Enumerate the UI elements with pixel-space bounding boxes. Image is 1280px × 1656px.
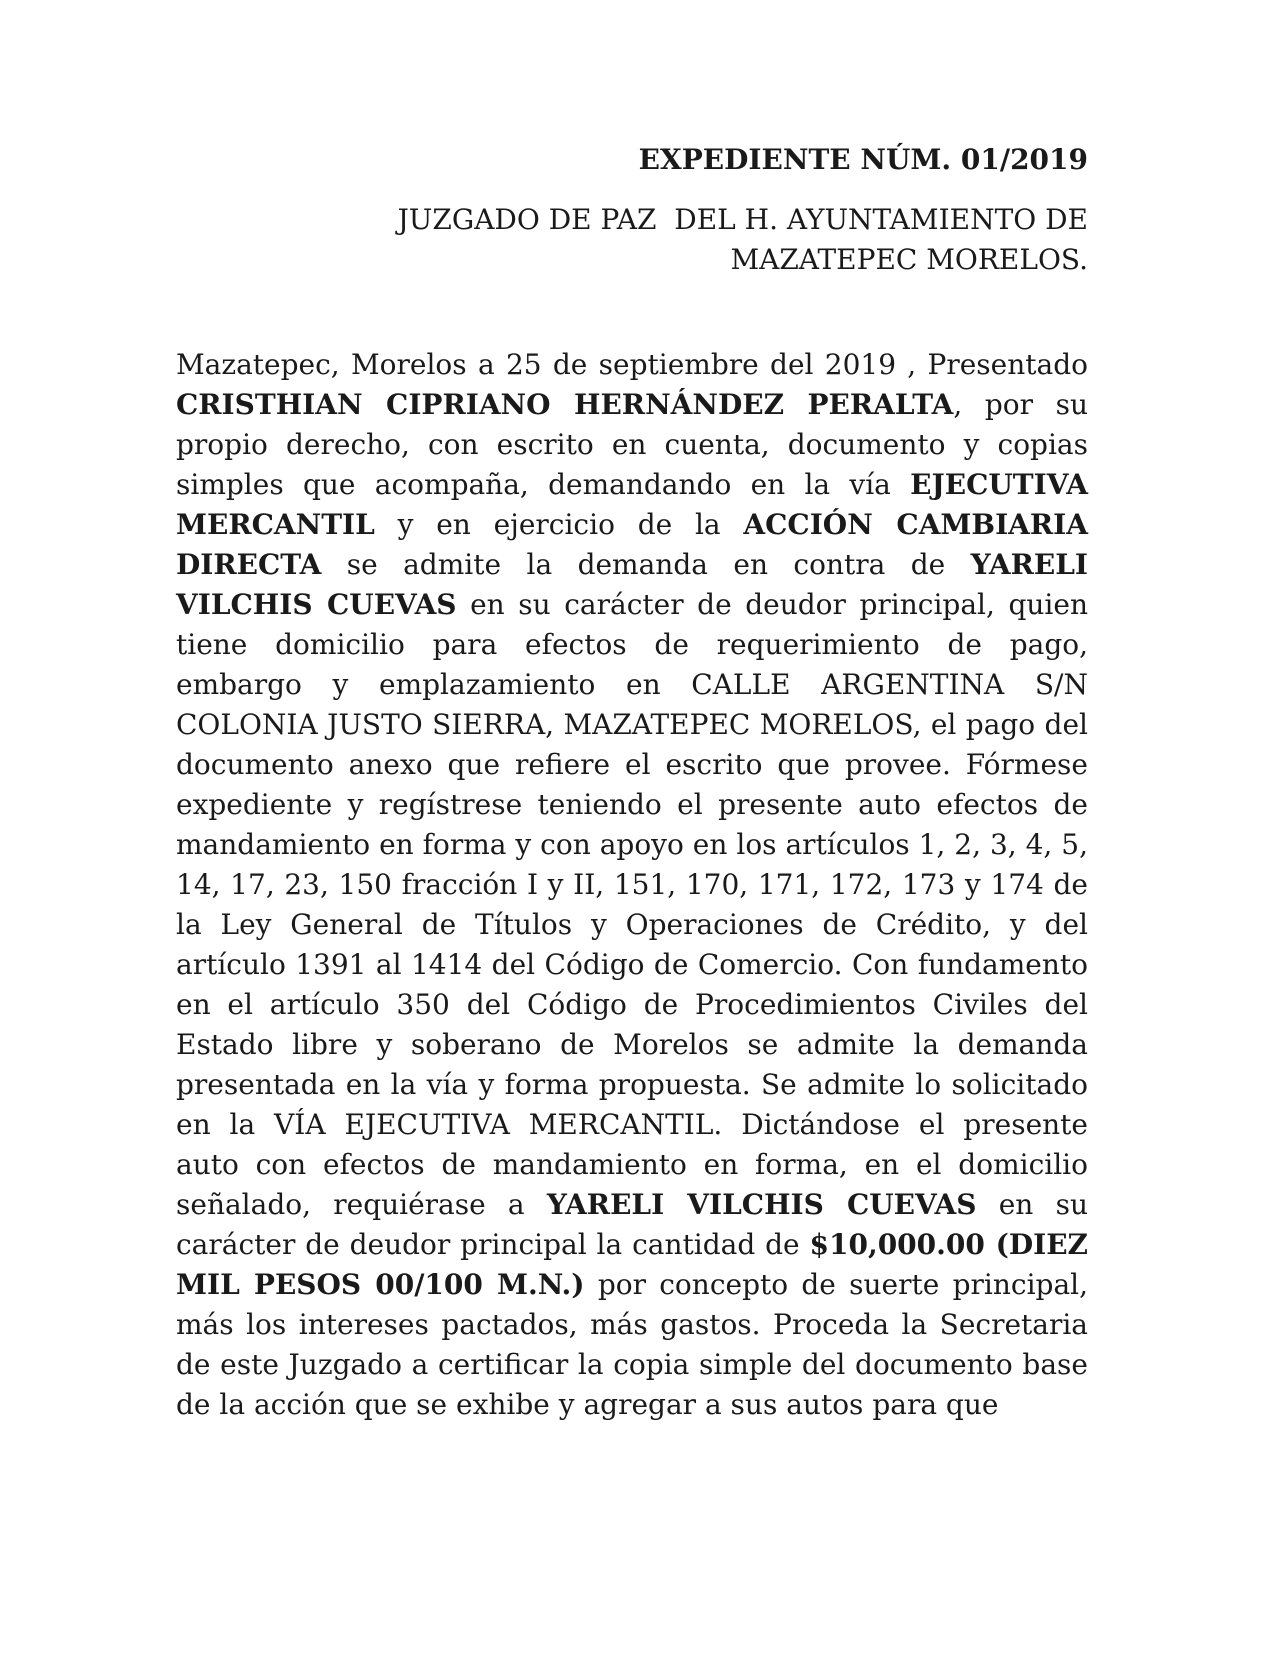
court-name [328,200,1088,280]
document-header [328,140,1088,280]
body-text-segment: , por su propio derecho, con escrito en cuenta, documento y copias simples que acompaña, demandando en la vía [176,388,1088,501]
court-name-line-2: MAZATEPEC MORELOS. [730,243,1088,276]
body-text-segment: Mazatepec, Morelos a 25 de septiembre del 2019 , Presentado [176,348,1088,381]
defendant-name: YARELI VILCHIS CUEVAS [176,548,1088,621]
claimed-amount: $10,000.00 (DIEZ MIL PESOS 00/100 M.N.) [176,1228,1088,1301]
body-text-segment: en su carácter de deudor principal la cantidad de [176,1188,1088,1261]
procedure-type: EJECUTIVA MERCANTIL [176,468,1088,541]
case-number: EXPEDIENTE NÚM. 01/2019 [638,143,1088,176]
defendant-name-repeat: YARELI VILCHIS CUEVAS [546,1188,977,1221]
body-text-segment: se admite la demanda en contra de [321,548,971,581]
body-text-segment: y en ejercicio de la [374,508,744,541]
court-name-line-1: JUZGADO DE PAZ DEL H. AYUNTAMIENTO DE [397,203,1088,236]
body-text-segment: en su carácter de deudor principal, quien tiene domicilio para efectos de requerimiento de pago, embargo y emplazamiento en CALLE ARGENTINA S/N COLONIA JUSTO SIERRA, MAZATEPEC MORELOS, el pago del documento anexo que refiere el escrito que provee. Fórmese expediente y regístrese teniendo el presente auto efectos de mandamiento en forma y con apoyo en los artículos 1, 2, 3, 4, 5, 14, 17, 23, 150 fracción I y II, 151, 170, 171, 172, 173 y 174 de la Ley General de Títulos y Operaciones de Crédito, y del artículo 1391 al 1414 del Código de Comercio. Con fundamento en el artículo 350 del Código de Procedimientos Civiles del Estado libre y soberano de Morelos se admite la demanda presentada en la vía y forma propuesta. Se admite lo solicitado en la VÍA EJECUTIVA MERCANTIL. Dictándose el presente auto con efectos de mandamiento en forma, en el domicilio señalado, requiérase a [176,588,1088,1221]
action-type: ACCIÓN CAMBIARIA DIRECTA [176,508,1088,581]
body-text-segment: por concepto de suerte principal, más los intereses pactados, más gastos. Proceda la Secretaria de este Juzgado a certificar la copia simple del documento base de la acción que se exhibe y agregar a sus autos para que [176,1268,1088,1421]
resolution-body [176,345,1088,1425]
plaintiff-name: CRISTHIAN CIPRIANO HERNÁNDEZ PERALTA [176,388,954,421]
